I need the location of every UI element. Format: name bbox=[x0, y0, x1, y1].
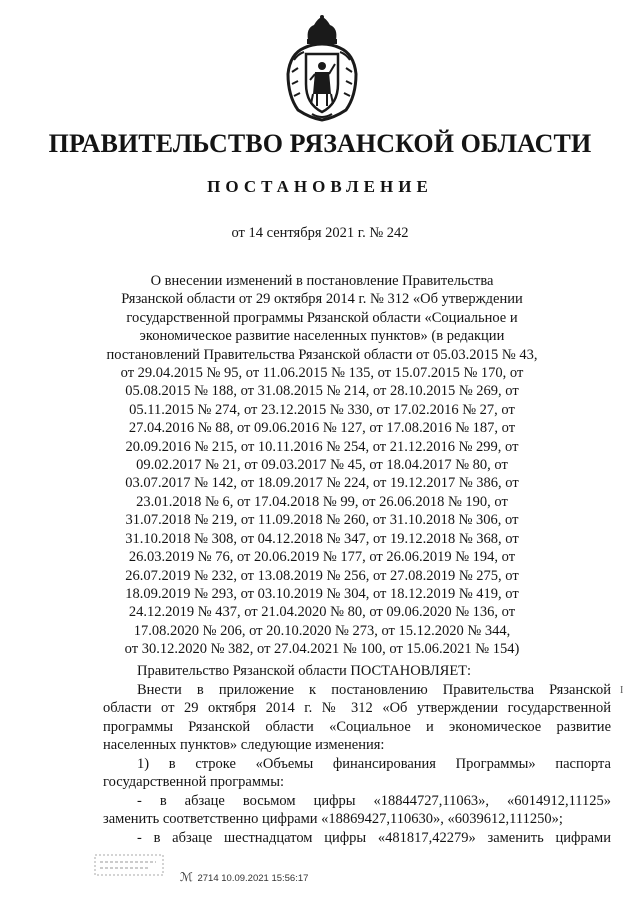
coat-of-arms-emblem bbox=[282, 14, 362, 122]
resolves-paragraph: Правительство Рязанской области ПОСТАНОВЛЯЕТ: bbox=[137, 663, 472, 679]
subject-line: 31.10.2018 № 308, от 04.12.2018 № 347, от 19.12.2018 № 368, от bbox=[125, 530, 519, 547]
subject-line: экономическое развитие населенных пунктов» (в редакции bbox=[139, 328, 505, 345]
date-and-number: от 14 сентября 2021 г. № 242 bbox=[231, 225, 409, 241]
subject-line: 26.07.2019 № 232, от 13.08.2019 № 256, от 27.08.2019 № 275, от bbox=[125, 567, 519, 584]
body-line: населенных пунктов» следующие изменения: bbox=[103, 737, 385, 753]
body-line: государственной программы: bbox=[103, 774, 284, 790]
body-line: - в абзаце восьмом цифры «18844727,11063», «6014912,11125» bbox=[137, 792, 611, 809]
subject-line: постановлений Правительства Рязанской области от 05.03.2015 № 43, bbox=[106, 346, 538, 363]
subject-line: от 30.12.2020 № 382, от 27.04.2021 № 100, от 15.06.2021 № 154) bbox=[124, 641, 520, 658]
subject-line: государственной программы Рязанской области «Социальное и bbox=[126, 309, 518, 326]
subject-line: 31.07.2018 № 219, от 11.09.2018 № 260, от 31.10.2018 № 306, от bbox=[125, 512, 519, 529]
subject-line: 26.03.2019 № 76, от 20.06.2019 № 177, от 26.06.2019 № 194, от bbox=[128, 549, 516, 566]
government-title: ПРАВИТЕЛЬСТВО РЯЗАНСКОЙ ОБЛАСТИ bbox=[48, 129, 592, 158]
body-line: заменить соответственно цифрами «18869427,110630», «6039612,111250»; bbox=[103, 811, 563, 827]
document-type-heading: ПОСТАНОВЛЕНИЕ bbox=[207, 177, 433, 196]
subject-line: 05.08.2015 № 188, от 31.08.2015 № 214, от 28.10.2015 № 269, от bbox=[125, 383, 519, 400]
subject-line: Рязанской области от 29 октября 2014 г. № 312 «Об утверждении bbox=[121, 291, 523, 308]
subject-line: 20.09.2016 № 215, от 10.11.2016 № 254, от 21.12.2016 № 299, от bbox=[125, 438, 519, 455]
margin-mark: I bbox=[620, 685, 624, 696]
body-line: - в абзаце шестнадцатом цифры «481817,42279» заменить цифрами bbox=[137, 829, 611, 846]
subject-line: О внесении изменений в постановление Правительства bbox=[150, 273, 494, 289]
subject-line: 27.04.2016 № 88, от 09.06.2016 № 127, от 17.08.2016 № 187, от bbox=[128, 420, 516, 437]
subject-line: 03.07.2017 № 142, от 18.09.2017 № 224, от 19.12.2017 № 386, от bbox=[125, 475, 519, 492]
subject-line: 18.09.2019 № 293, от 03.10.2019 № 304, от 18.12.2019 № 419, от bbox=[125, 585, 519, 602]
subject-line: 09.02.2017 № 21, от 09.03.2017 № 45, от 18.04.2017 № 80, от bbox=[136, 457, 508, 474]
resolution-body bbox=[103, 662, 611, 847]
subject-line: 23.01.2018 № 6, от 17.04.2018 № 99, от 26.06.2018 № 190, от bbox=[136, 493, 508, 510]
subject-block bbox=[92, 272, 552, 659]
body-line: 1) в строке «Объемы финансирования Программы» паспорта bbox=[137, 755, 611, 772]
body-line: области от 29 октября 2014 г. № 312 «Об утверждении государственной bbox=[103, 700, 611, 716]
subject-line: 17.08.2020 № 206, от 20.10.2020 № 273, от 15.12.2020 № 344, bbox=[133, 622, 511, 639]
registration-stamp-image bbox=[92, 852, 167, 880]
document-footer bbox=[180, 870, 308, 884]
body-line: Внести в приложение к постановлению Правительства Рязанской bbox=[137, 681, 611, 698]
subject-line: 24.12.2019 № 437, от 21.04.2020 № 80, от 09.06.2020 № 136, от bbox=[128, 604, 516, 621]
signature-mark: ℳ bbox=[180, 870, 193, 884]
registration-timestamp: 2714 10.09.2021 15:56:17 bbox=[197, 873, 309, 884]
subject-line: от 29.04.2015 № 95, от 11.06.2015 № 135, от 15.07.2015 № 170, от bbox=[120, 365, 524, 382]
body-line: программы Рязанской области «Социальное и экономическое развитие bbox=[103, 718, 611, 735]
subject-line: 05.11.2015 № 274, от 23.12.2015 № 330, от 17.02.2016 № 27, от bbox=[129, 401, 515, 418]
